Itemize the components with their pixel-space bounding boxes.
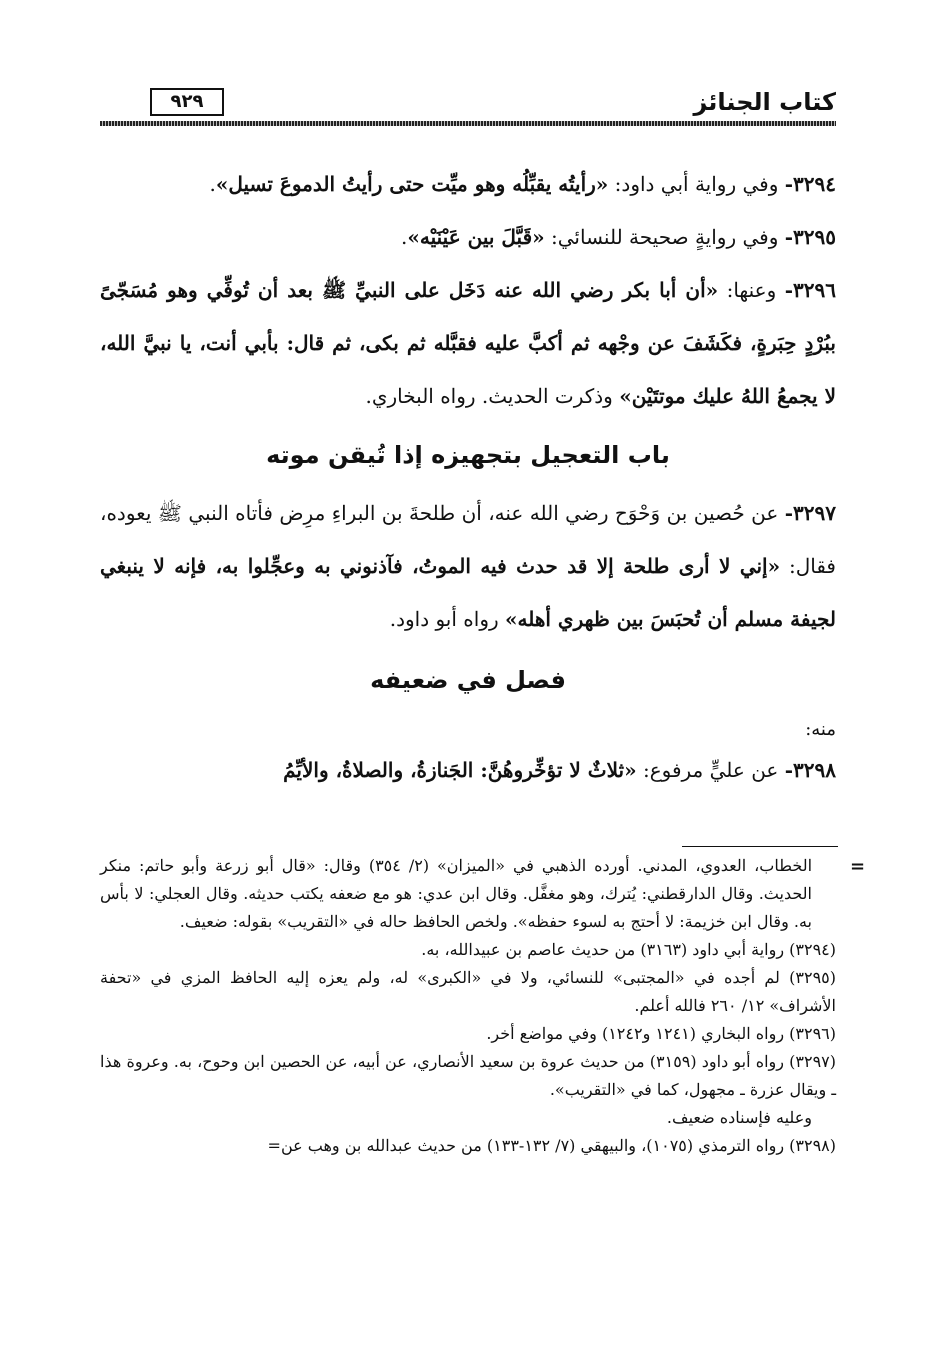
footnote-3297: (٣٢٩٧) رواه أبو داود (٣١٥٩) من حديث عروة بن سعيد الأنصاري، عن أبيه، عن الحصين ابن وحوح، به. وعروة هذا ـ ويقال عزرة ـ مجهول، كما في «التقريب».: [100, 1052, 837, 1099]
hadith-number: ٣٢٩٤-: [784, 172, 836, 196]
hadith-number: ٣٢٩٥-: [784, 225, 836, 249]
footnotes: [100, 852, 836, 1160]
hadith-3295: [100, 211, 836, 264]
hadith-quote: «أن أبا بكر رضي الله عنه دَخَل على النبيِّ ﷺ بعد أن تُوفِّي وهو مُسَجّىً ببُرْدٍ حِبَرةٍ، فكَشَفَ عن وجْهه ثم أكبَّ عليه فقبَّله ثم بكى، ثم قال: بأبي أنت، يا نبيَّ الله، لا يجمعُ اللهُ عليك موتتَيْن»: [100, 278, 836, 408]
hadith-lead: وفي روايةٍ صحيحة للنسائي:: [544, 225, 785, 249]
footnote-3294: (٣٢٩٤) رواية أبي داود (٣١٦٣) من حديث عاصم بن عبيدالله، به.: [421, 940, 836, 959]
hadith-3296: [100, 264, 836, 423]
hadith-3294: [100, 158, 836, 211]
header-rule: [100, 121, 836, 126]
section-heading: باب التعجيل بتجهيزه إذا تُيقن موته: [266, 441, 670, 469]
page-header: [100, 82, 836, 132]
hadith-lead: عن عليٍّ مرفوع:: [636, 758, 785, 782]
footnote-3295: (٣٢٩٥) لم أجده في «المجتبى» للنسائي، ولا في «الكبرى» له، ولم يعزه إليه الحافظ المزي في «تحفة الأشراف» ١٢/ ٢٦٠ فالله أعلم.: [100, 968, 836, 1015]
main-text: [100, 158, 836, 790]
hadith-lead: وفي رواية أبي داود:: [608, 172, 785, 196]
hadith-quote: «قَبَّلَ بين عَيْنَيْه»: [407, 225, 545, 249]
footnote-continued: الخطاب، العدوي، المدني. أورده الذهبي في «الميزان» (٢/ ٣٥٤) وقال: «قال أبو زرعة وأبو حاتم: منكر الحديث. وقال الدارقطني: يُترك، وهو مغفَّل. وقال ابن عدي: هو مع ضعفه يكتب حديثه. وقال العجلي: لا بأس به. وقال ابن خزيمة: لا أحتج به لسوء حفظه». ولخص الحافظ حاله في «التقريب» بقوله: ضعيف.: [100, 856, 813, 931]
min-label: منه:: [805, 719, 836, 740]
footnote-3296: (٣٢٩٦) رواه البخاري (١٢٤١ و١٢٤٢) وفي مواضع أخر.: [486, 1024, 836, 1043]
footnote-separator: [682, 846, 838, 847]
hadith-quote: «إني لا أرى طلحة إلا قد حدث فيه الموتُ، فآذنوني به وعجِّلوا به، فإنه لا ينبغي لجيفة مسلم أن تُحبَسَ بين ظهري أهله»: [100, 554, 836, 631]
hadith-3298: [100, 750, 836, 790]
footnote-3298: (٣٢٩٨) رواه الترمذي (١٠٧٥)، والبيهقي (٧/ ١٣٢-١٣٣) من حديث عبدالله بن وهب عن=: [267, 1136, 836, 1155]
footnote-3297-note: وعليه فإسناده ضعيف.: [666, 1108, 812, 1127]
hadith-tail: .: [401, 225, 408, 249]
book-title: كتاب الجنائز: [693, 88, 836, 116]
hadith-3297: [100, 487, 836, 646]
page-number: ٩٢٩: [150, 88, 224, 116]
hadith-quote: «رأيتُه يقبِّلُه وهو ميِّت حتى رأيتُ الدموعَ تسيل»: [215, 172, 609, 196]
continuation-mark: =: [850, 856, 866, 877]
hadith-tail: .: [209, 172, 216, 196]
hadith-number: ٣٢٩٦-: [784, 278, 836, 302]
hadith-quote: «ثلاثٌ لا تؤخِّروهُنَّ: الجَنازةُ، والصلاةُ، والأيِّمُ: [283, 758, 637, 782]
chapter-heading: فصل في ضعيفه: [370, 666, 566, 694]
hadith-tail: رواه أبو داود.: [389, 607, 505, 631]
hadith-tail: وذكرت الحديث. رواه البخاري.: [365, 384, 620, 408]
hadith-lead: عن حُصين بن وَحْوَح رضي الله عنه، أن طلحةَ بن البراءِ مرِض فأتاه النبي ﷺ يعوده، فقال:: [100, 501, 836, 578]
hadith-number: ٣٢٩٧-: [784, 501, 836, 525]
hadith-lead: وعنها:: [718, 278, 785, 302]
hadith-number: ٣٢٩٨-: [784, 758, 836, 782]
